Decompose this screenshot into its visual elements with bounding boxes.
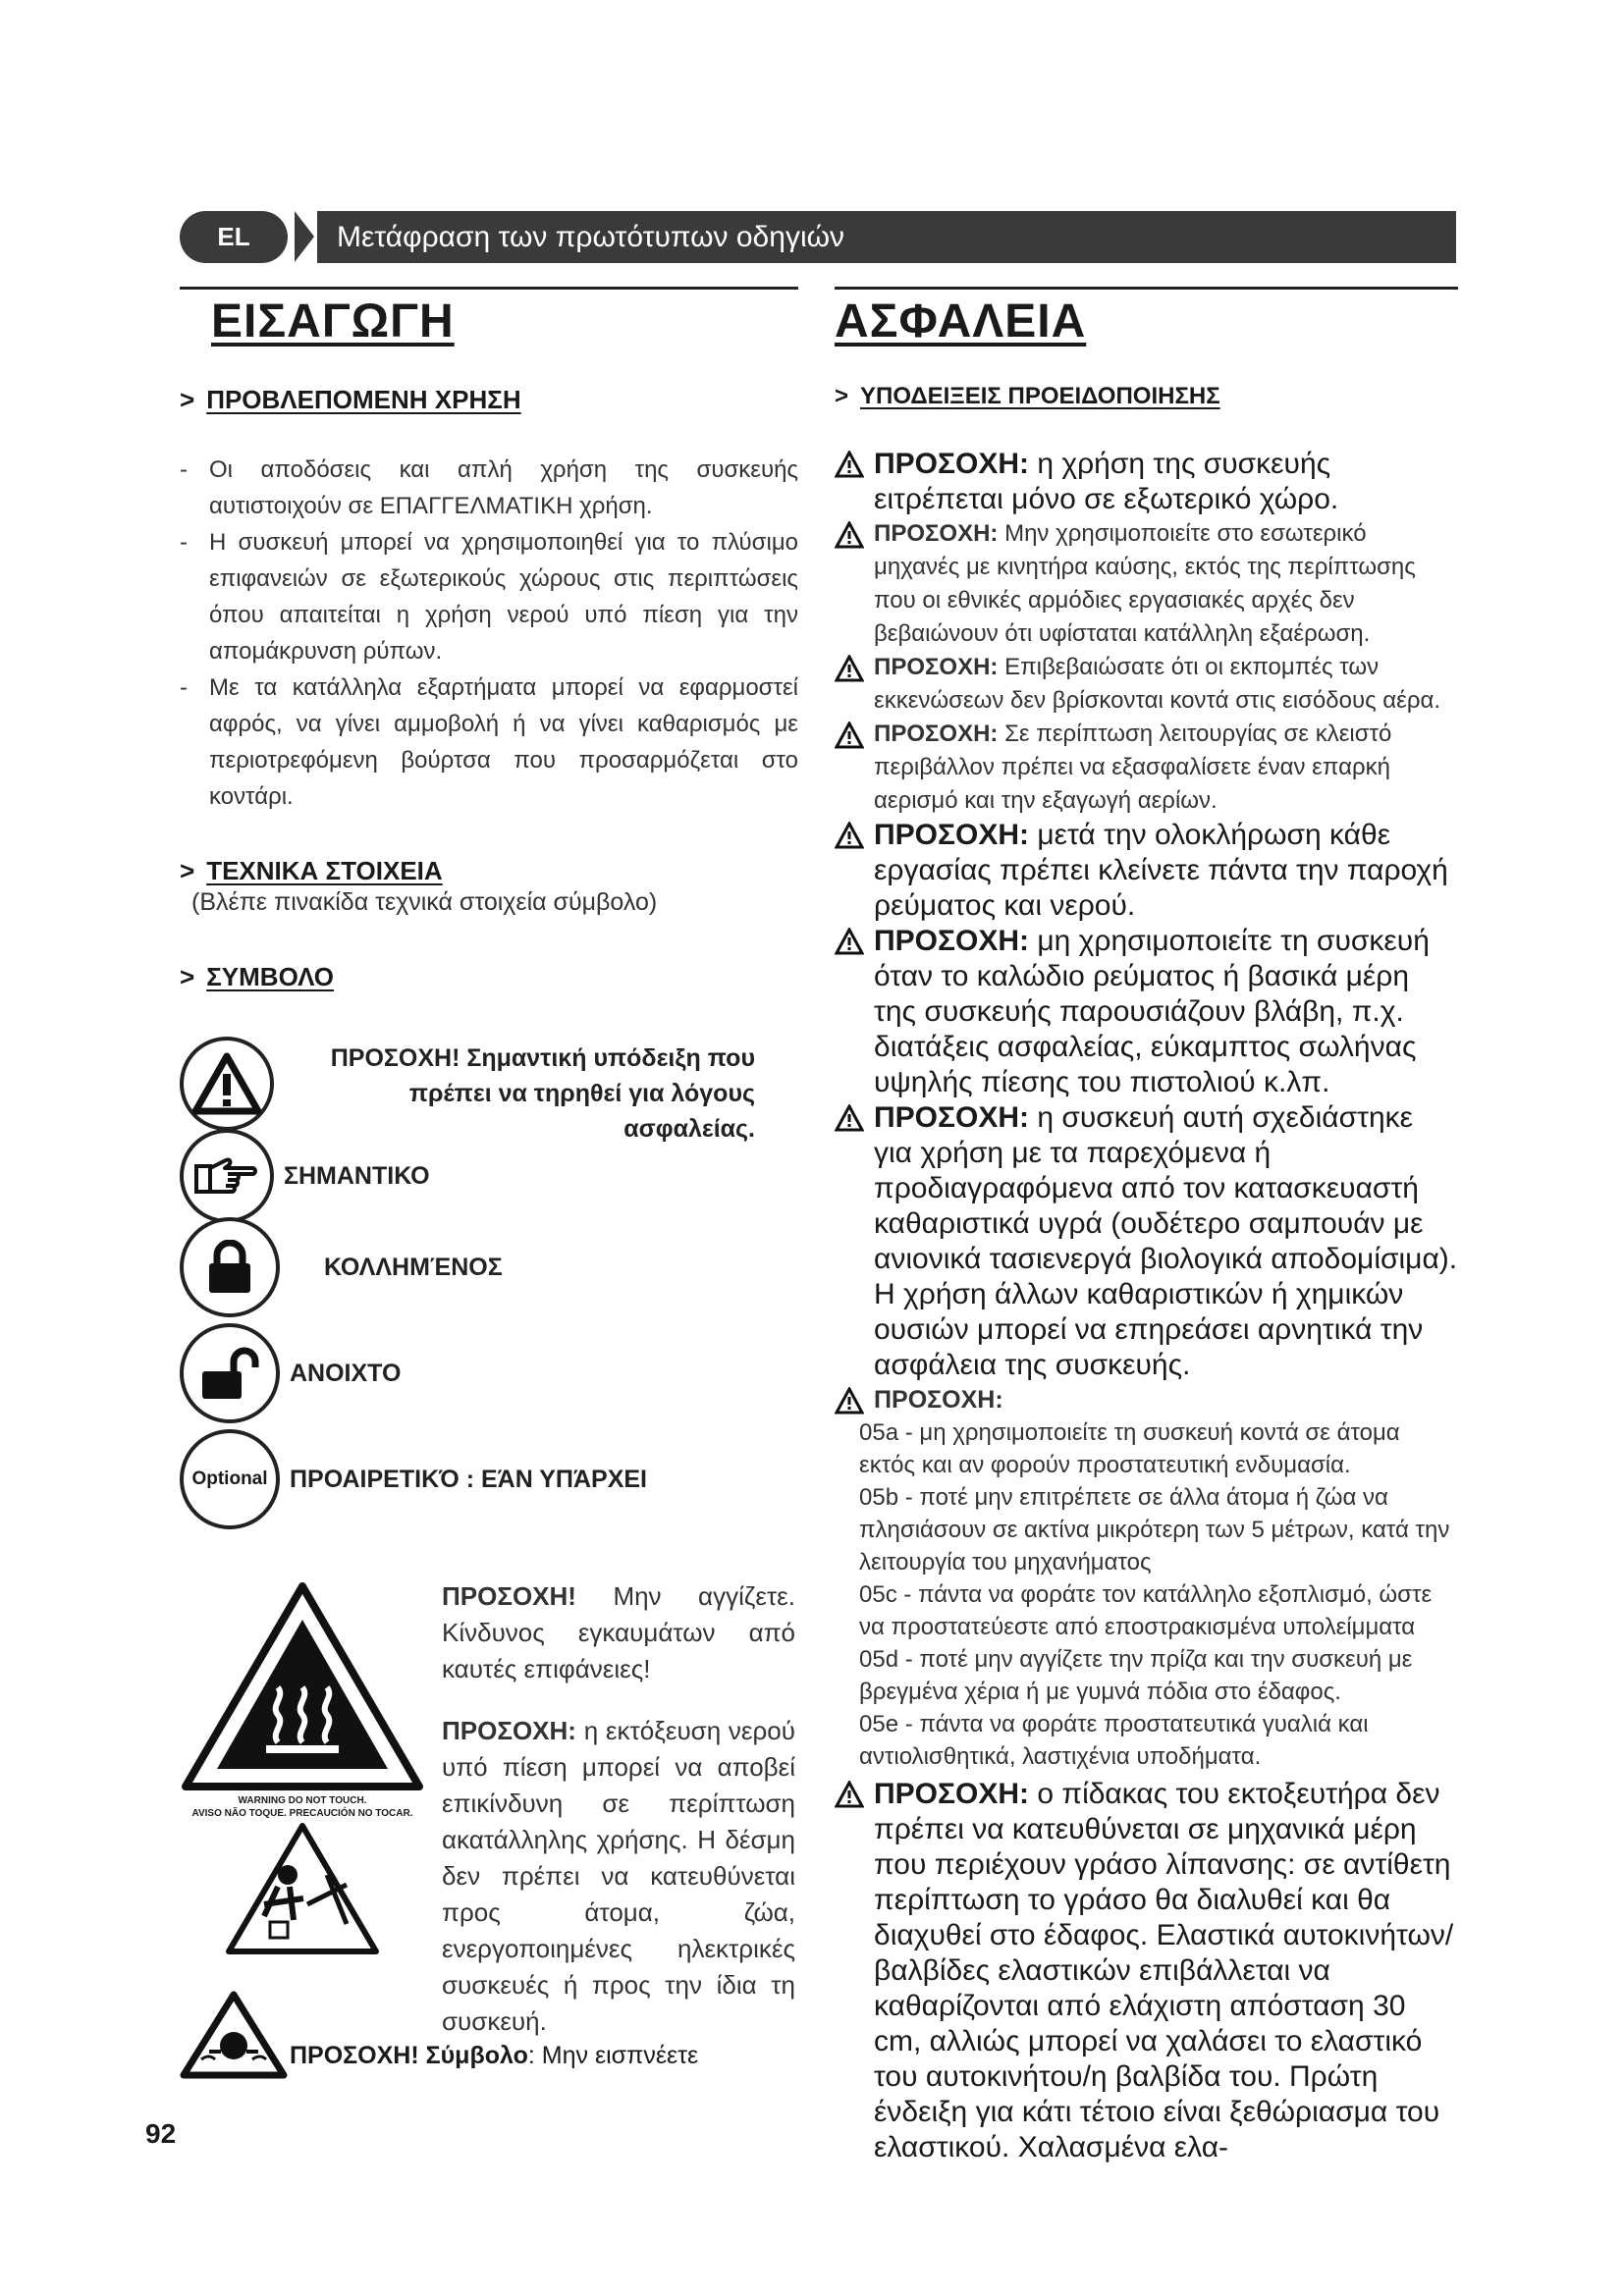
- warning-triangle-icon: [835, 721, 864, 759]
- warning-text: μη χρησιμοποιείτε τη συσκευή όταν το καλώδιο ρεύματος ή βασικά μέρη της συσκευής παρουσιάζουν βλάβη, π.χ. διατάξεις ασφαλείας, εύκαμπτος σωλήνας υψηλής πίεσης του πιστολιού κ.λπ.: [874, 925, 1430, 1098]
- symbol-heading-text: ΣΥΜΒΟΛΟ: [206, 962, 334, 991]
- warning-lead: ΠΡΟΣΟΧΗ! Σύμβολο: [290, 2042, 528, 2069]
- warning-lead: ΠΡΟΣΟΧΗ:: [874, 1778, 1030, 1810]
- safety-warning: [835, 924, 1458, 1100]
- safety-warnings-list: [835, 447, 1458, 2165]
- symbol-label: ΑΝΟΙΧΤΟ: [290, 1359, 402, 1387]
- warning-text: η εκτόξευση νερού υπό πίεση μπορεί να αποβεί επικίνδυνη σε περίπτωση ακατάλληλης χρήσης. Η δέσμη δεν πρέπει να κατευθύνεται προς άτομα, ζώα, ενεργοποιημένες ηλεκτρικές συσκευές ή προς την ίδια τη συσκευή.: [442, 1716, 795, 2036]
- pointing-hand-icon: [180, 1129, 274, 1223]
- heading-arrow: >: [835, 383, 849, 409]
- intended-use-heading: [180, 385, 521, 415]
- warning-triangle-icon: [835, 1387, 864, 1423]
- list-item: - Η συσκευή μπορεί να χρησιμοποιηθεί για το πλύσιμο επιφανειών σε εξωτερικούς χώρους στις περιπτώσεις όπου απαιτείται η χρήση νερού υπό πίεση για την απομάκρυνση ρύπων.: [180, 529, 798, 665]
- sign-text-line2: AVISO NÃO TOQUE. PRECAUCIÓN NO TOCAR.: [191, 1808, 413, 1819]
- left-column-rule: [180, 287, 798, 290]
- warning-triangle-icon: [835, 655, 864, 692]
- warning-text: η χρήση της συσκευής ειτρέπεται μόνο σε εξωτερικό χώρο.: [874, 448, 1339, 515]
- warning-lead: ΠΡΟΣΟΧΗ:: [874, 520, 999, 547]
- safety-warning: [835, 651, 1458, 718]
- list-item: 05c - πάντα να φοράτε τον κατάλληλο εξοπλισμό, ώστε να προστατεύεστε από εποστρακισμένα υπολείμματα: [859, 1581, 1433, 1640]
- warning-text: μετά την ολοκλήρωση κάθε εργασίας πρέπει κλείνετε πάντα την παροχή ρεύματος και νερού.: [874, 819, 1448, 922]
- warning-text: Μην χρησιμοποιείτε στο εσωτερικό μηχανές με κινητήρα καύσης, εκτός της περίπτωσης που οι εθνικές αρμόδιες εργασιακές αρχές δεν βεβαιώνουν ότι υφίσταται κατάλληλη εξαέρωση.: [874, 520, 1416, 647]
- warning-text: Επιβεβαιώσατε ότι οι εκπομπές των εκκενώσεων δεν βρίσκονται κοντά στις εισόδους αέρα.: [874, 654, 1441, 714]
- safety-warning: [835, 718, 1458, 818]
- symbol-row-locked: [180, 1217, 503, 1317]
- tech-data-heading: [180, 856, 443, 886]
- intended-use-heading-text: ΠΡΟΒΛΕΠΟΜΕΝΗ ΧΡΗΣΗ: [206, 385, 521, 414]
- intended-use-list: [180, 452, 798, 815]
- heading-arrow: >: [180, 962, 195, 991]
- warning-notes-heading: [835, 383, 1220, 410]
- warning-triangle-icon: [180, 1037, 274, 1131]
- header-title: Μετάφραση των πρωτότυπων οδηγιών: [317, 211, 1456, 263]
- bullet-text: Με τα κατάλληλα εξαρτήματα μπορεί να εφαρμοστεί αφρός, να γίνει αμμοβολή ή να γίνει καθαρισμός με περιοτρεφόμενη βούρτσα που προσαρμόζεται στο κοντάρι.: [209, 674, 798, 810]
- warning-triangle-icon: [835, 1781, 864, 1817]
- warning-lead: ΠΡΟΣΟΧΗ:: [874, 721, 999, 747]
- warning-lead: ΠΡΟΣΟΧΗ!: [442, 1581, 576, 1611]
- symbol-label: ΠΡΟΑΙΡΕΤΙΚΌ : ΕΆΝ ΥΠΆΡΧΕΙ: [290, 1465, 647, 1493]
- tech-data-note: (Βλέπε πινακίδα τεχνικά στοιχεία σύμβολο): [191, 888, 658, 916]
- symbol-label: ΠΡΟΣΟΧΗ! Σημαντική υπόδειξη που πρέπει να τηρηθεί για λόγους ασφαλείας.: [330, 1044, 755, 1143]
- optional-icon: [180, 1429, 280, 1529]
- warning-triangle-icon: [835, 822, 864, 858]
- safety-warning: [835, 517, 1458, 651]
- warning-triangle-icon: [835, 521, 864, 559]
- right-column-rule: [835, 287, 1458, 290]
- warning-text: : Μην εισπνέετε: [527, 2042, 699, 2069]
- heading-arrow: >: [180, 385, 195, 414]
- warning-notes-heading-text: ΥΠΟΔΕΙΞΕΙΣ ΠΡΟΕΙΔΟΠΟΙΗΣΗΣ: [860, 383, 1220, 409]
- symbol-label: ΣΗΜΑΝΤΙΚΟ: [284, 1161, 430, 1190]
- warning-lead: ΠΡΟΣΟΧΗ:: [442, 1716, 576, 1745]
- symbol-row-optional: [180, 1429, 647, 1529]
- hot-surface-warning: [442, 1578, 795, 1687]
- warning-text: η συσκευή αυτή σχεδιάστηκε για χρήση με τα παρεχόμενα ή προδιαγραφόμενα από τον κατασκευαστή καθαριστικά υγρά (ουδέτερο σαμπουάν με ανιονικά τασιενεργά βιολογικά αποδομίσιμα). Η χρήση άλλων καθαριστικών ή χημικών ουσιών μπορεί να επηρεάσει αρνητικά την ασφάλεια της συσκευής.: [874, 1101, 1458, 1381]
- safety-title: ΑΣΦΑΛΕΙΑ: [835, 295, 1087, 347]
- list-item: - Οι αποδόσεις και απλή χρήση της συσκευής αυτιστοιχούν σε ΕΠΑΓΓΕΛΜΑΤΙΚΗ χρήση.: [180, 456, 798, 519]
- optional-icon-text: Optional: [191, 1468, 268, 1489]
- heading-arrow: >: [180, 856, 195, 885]
- jet-warning: [442, 1713, 795, 2040]
- list-item: 05b - ποτέ μην επιτρέπετε σε άλλα άτομα ή ζώα να πλησιάσουν σε ακτίνα μικρότερη των 5 μέτρων, κατά την λειτουργία του μηχανήματος: [859, 1484, 1450, 1575]
- header-arrow: [295, 211, 314, 262]
- warning-lead: ΠΡΟΣΟΧΗ:: [874, 1101, 1030, 1134]
- warning-text: ο πίδακας του εκτοξευτήρα δεν πρέπει να κατευθύνεται σε μηχανικά μέρη που περιέχουν γράσο λίπανσης: σε αντίθετη περίπτωση το γράσο θα διαλυθεί και θα διαχυθεί στο έδαφος. Ελαστικά αυτοκινήτων/βαλβίδες ελαστικών επιβάλλεται να καθαρίζονται από ελάχιστη απόσταση 30 cm, αλλιώς μπορεί να χαλάσει το ελαστικό του αυτοκινήτου/η βαλβίδα του. Πρώτη ένδειξη για κάτι τέτοιο είναι ξεθώριασμα του ελαστικού. Χαλασμένα ελα-: [874, 1778, 1454, 2163]
- warning-lead: ΠΡΟΣΟΧΗ:: [874, 448, 1030, 480]
- symbol-row-important: [180, 1129, 430, 1223]
- attention-heading: [835, 1383, 1458, 1416]
- hot-surface-sign-graphic: [180, 1580, 425, 1973]
- warning-text: Σε περίπτωση λειτουργίας σε κλειστό περιβάλλον πρέπει να εξασφαλίσετε έναν επαρκή αερισμό και την εξαγωγή αερίων.: [874, 721, 1392, 814]
- symbol-heading: [180, 962, 334, 992]
- symbol-row-warning: [180, 1021, 755, 1147]
- bullet-text: Οι αποδόσεις και απλή χρήση της συσκευής αυτιστοιχούν σε ΕΠΑΓΓΕΛΜΑΤΙΚΗ χρήση.: [209, 456, 798, 519]
- sign-text-line1: WARNING DO NOT TOUCH.: [238, 1795, 367, 1806]
- symbol-label: ΚΟΛΛΗΜΈΝΟΣ: [324, 1253, 503, 1281]
- warning-triangle-icon: [835, 928, 864, 964]
- safety-warning: [835, 1100, 1458, 1383]
- padlock-open-icon: [180, 1323, 280, 1423]
- warning-triangle-icon: [835, 451, 864, 487]
- list-item: 05a - μη χρησιμοποιείτε τη συσκευή κοντά σε άτομα εκτός και αν φορούν προστατευτική ενδυμασία.: [859, 1419, 1400, 1478]
- bullet-text: Η συσκευή μπορεί να χρησιμοποιηθεί για το πλύσιμο επιφανειών σε εξωτερικούς χώρους στις περιπτώσεις όπου απαιτείται η χρήση νερού υπό πίεση για την απομάκρυνση ρύπων.: [209, 529, 798, 665]
- warning-lead: ΠΡΟΣΟΧΗ:: [874, 1386, 1003, 1414]
- tech-data-heading-text: ΤΕΧΝΙΚΑ ΣΤΟΙΧΕΙΑ: [206, 856, 443, 885]
- safety-warning: [835, 818, 1458, 924]
- safety-warning: [835, 447, 1458, 517]
- warning-lead: ΠΡΟΣΟΧΗ:: [874, 654, 999, 680]
- warning-triangle-icon: [835, 1104, 864, 1141]
- intro-title: ΕΙΣΑΓΩΓΗ: [211, 295, 455, 347]
- language-badge: EL: [180, 211, 288, 263]
- warning-lead: ΠΡΟΣΟΧΗ:: [874, 925, 1030, 957]
- page-number: 92: [145, 2118, 177, 2149]
- warning-lead: ΠΡΟΣΟΧΗ:: [874, 819, 1030, 851]
- list-item: 05e - πάντα να φοράτε προστατευτικά γυαλιά και αντιολισθητικά, λαστιχένια υποδήματα.: [859, 1711, 1369, 1770]
- list-item: 05d - ποτέ μην αγγίζετε την πρίζα και την συσκευή με βρεγμένα χέρια ή με γυμνά πόδια στο έδαφος.: [859, 1646, 1413, 1705]
- padlock-locked-icon: [180, 1217, 280, 1317]
- symbol-row-open: [180, 1323, 401, 1423]
- do-not-inhale-icon: [180, 1991, 288, 2079]
- safety-warning: [835, 1777, 1458, 2165]
- list-item: - Με τα κατάλληλα εξαρτήματα μπορεί να εφαρμοστεί αφρός, να γίνει αμμοβολή ή να γίνει καθαρισμός με περιοτρεφόμενη βούρτσα που προσαρμόζεται στο κοντάρι.: [180, 674, 798, 810]
- warning-text: Μην αγγίζετε. Κίνδυνος εγκαυμάτων από καυτές επιφάνειες!: [442, 1581, 795, 1683]
- hot-surface-sign: [180, 1580, 425, 1973]
